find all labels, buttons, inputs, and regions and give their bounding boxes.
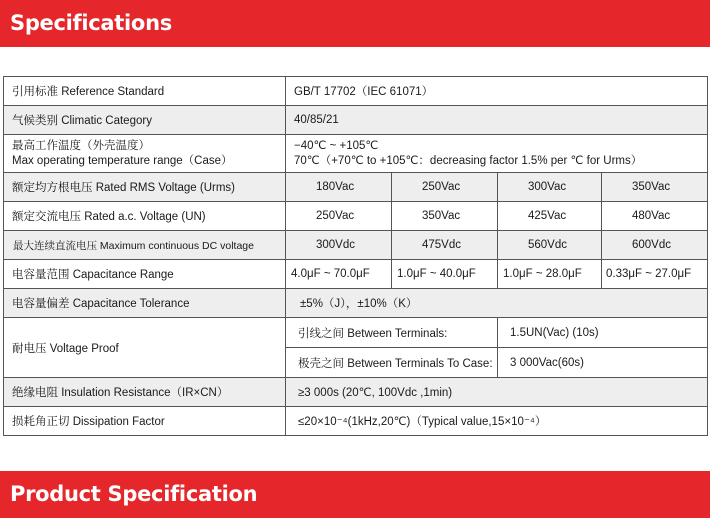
row-max-dc-voltage	[4, 231, 708, 260]
row-dissipation-factor	[4, 407, 708, 436]
voltage-proof-label: 耐电压 Voltage Proof	[4, 318, 286, 378]
specifications-banner	[0, 0, 710, 47]
max-dc-voltage-value: 560Vdc	[498, 231, 602, 260]
row-rated-rms-voltage	[4, 173, 708, 202]
specifications-title: Specifications	[10, 11, 172, 35]
rated-ac-voltage-value: 350Vac	[392, 202, 498, 231]
rated-ac-voltage-value: 480Vac	[602, 202, 708, 231]
row-rated-ac-voltage	[4, 202, 708, 231]
rated-rms-voltage-value: 350Vac	[602, 173, 708, 202]
row-insulation-resistance	[4, 378, 708, 407]
reference-standard-value: GB/T 17702（IEC 61071）	[286, 77, 708, 106]
rated-rms-voltage-value: 250Vac	[392, 173, 498, 202]
capacitance-range-label: 电容量范围 Capacitance Range	[4, 260, 286, 289]
capacitance-range-value: 1.0μF ~ 40.0μF	[392, 260, 498, 289]
voltage-proof-case-value: 3 000Vac(60s)	[498, 348, 708, 378]
voltage-proof-case-label: 极壳之间 Between Terminals To Case:	[286, 348, 498, 378]
rated-ac-voltage-value: 250Vac	[286, 202, 392, 231]
row-max-operating-temperature	[4, 135, 708, 173]
max-temperature-range: −40℃ ~ +105℃	[294, 139, 379, 152]
product-specification-title: Product Specification	[10, 482, 258, 506]
max-temperature-derating: 70℃（+70℃ to +105℃：decreasing factor 1.5% per ℃ for Urms）	[294, 154, 643, 167]
capacitance-range-value: 4.0μF ~ 70.0μF	[286, 260, 392, 289]
climatic-category-label: 气候类别 Climatic Category	[4, 106, 286, 135]
product-specification-banner	[0, 471, 710, 518]
rated-ac-voltage-value: 425Vac	[498, 202, 602, 231]
capacitance-tolerance-label: 电容量偏差 Capacitance Tolerance	[4, 289, 286, 318]
row-climatic-category	[4, 106, 708, 135]
capacitance-range-value: 1.0μF ~ 28.0μF	[498, 260, 602, 289]
dissipation-factor-value: ≤20×10⁻⁴(1kHz,20℃)（Typical value,15×10⁻⁴）	[286, 407, 708, 436]
max-dc-voltage-value: 300Vdc	[286, 231, 392, 260]
capacitance-tolerance-value: ±5%（J），±10%（K）	[286, 289, 708, 318]
capacitance-range-value: 0.33μF ~ 27.0μF	[602, 260, 708, 289]
max-dc-voltage-value: 600Vdc	[602, 231, 708, 260]
max-temperature-label	[4, 135, 286, 173]
insulation-resistance-value: ≥3 000s (20℃, 100Vdc ,1min)	[286, 378, 708, 407]
voltage-proof-terminals-value: 1.5UN(Vac) (10s)	[498, 318, 708, 348]
rated-rms-voltage-value: 180Vac	[286, 173, 392, 202]
rated-ac-voltage-label: 额定交流电压 Rated a.c. Voltage (UN)	[4, 202, 286, 231]
voltage-proof-terminals-label: 引线之间 Between Terminals:	[286, 318, 498, 348]
row-voltage-proof-terminals	[4, 318, 708, 348]
max-dc-voltage-value: 475Vdc	[392, 231, 498, 260]
specifications-table	[3, 76, 708, 436]
row-capacitance-range	[4, 260, 708, 289]
max-dc-voltage-label: 最大连续直流电压 Maximum continuous DC voltage	[4, 231, 286, 260]
reference-standard-label: 引用标准 Reference Standard	[4, 77, 286, 106]
dissipation-factor-label: 损耗角正切 Dissipation Factor	[4, 407, 286, 436]
rated-rms-voltage-label: 额定均方根电压 Rated RMS Voltage (Urms)	[4, 173, 286, 202]
rated-rms-voltage-value: 300Vac	[498, 173, 602, 202]
row-reference-standard	[4, 77, 708, 106]
insulation-resistance-label: 绝缘电阻 Insulation Resistance（IR×CN）	[4, 378, 286, 407]
max-temperature-value	[286, 135, 708, 173]
max-temperature-label-en: Max operating temperature range（Case）	[12, 154, 233, 167]
max-temperature-label-cn: 最高工作温度（外壳温度）	[12, 139, 150, 152]
row-capacitance-tolerance	[4, 289, 708, 318]
climatic-category-value: 40/85/21	[286, 106, 708, 135]
